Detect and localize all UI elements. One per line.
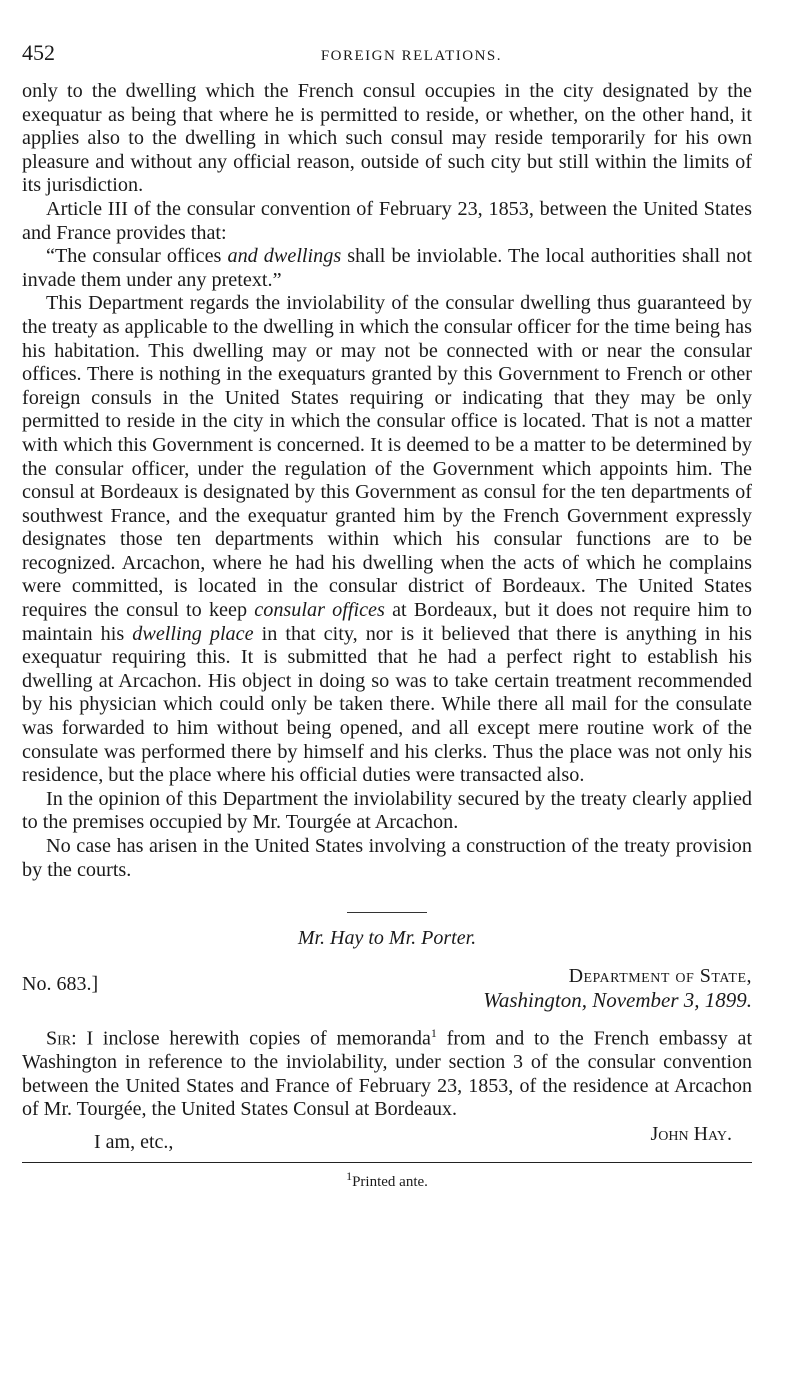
department-name: Department of State, <box>568 965 752 988</box>
paragraph-continuation: only to the dwelling which the French consul occupies in the city designated by the exequatur as being that where he is permitted to reside, or whether, on the other hand, it applies also to the dwelling in which such consul may reside temporarily for his own pleasure and without any official reason, outside of such city but still within the limits of its jurisdiction. <box>22 80 752 197</box>
paragraph-text: This Department regards the inviolability of the consular dwelling thus guaranteed by the treaty as applicable to the dwelling in which the consular officer for the time being has his habitation. This dwelling may or may not be connected with or near the consular offices. There is nothing in the exequaturs granted by this Government to French or other foreign consuls in the United States requiring or indicating that they may be only permitted to reside in the city in which the consular office is located. That is not a matter with which this Government is concerned. It is deemed to be a matter to be determined by the consular officer, under the regulation of the Government which appoints him. The consul at Bordeaux is designated by this Government as consul for the ten departments of southwest France, and the exequatur granted him by the French Government expressly designates those ten departments within which his consular functions are to be recognized. Arcachon, where he had his dwelling when the acts of which he complains were committed, is located in the consular district of Bordeaux. The United States requires the consul to keep <box>22 292 752 622</box>
letter-origin <box>483 964 752 1012</box>
letter-number: No. 683.] <box>22 973 99 996</box>
paragraph-text: in that city, nor is it believed that there is anything in his exequatur requiring this. It is submitted that he had a perfect right to establish his dwelling at Arcachon. His object in doing so was to take certain treatment recommended by his physician which could only be taken there. While there all mail for the consulate was forwarded to him without being opened, and all except mere routine work of the consulate was performed there by himself and his clerks. Thus the place was not only his residence, but the place where his official duties were transacted also. <box>22 622 753 787</box>
emphasis-text: consular offices <box>254 599 385 622</box>
emphasis-text: dwelling place <box>132 622 254 645</box>
letter-text: from and to the French embassy at Washington in reference to the inviolability, under section 3 of the consular convention between the United States and France of February 23, 1853, of the residence at Arcachon of Mr. Tourgée, the United States Consul at Bordeaux. <box>22 1027 752 1121</box>
quote-text: “The consular offices <box>46 245 228 268</box>
running-head: FOREIGN RELATIONS. <box>320 48 502 64</box>
letter-heading: Mr. Hay to Mr. Porter. <box>297 927 477 950</box>
letter-text: I inclose herewith copies of memoranda <box>76 1027 431 1050</box>
document-page <box>22 40 752 1191</box>
page-number: 452 <box>22 40 55 65</box>
letter-body <box>22 1022 752 1121</box>
quote-text: shall be inviolable. The local authorities shall not invade them under any pretext.” <box>22 245 753 291</box>
footnote <box>22 1169 752 1191</box>
letter-closing <box>22 1123 752 1154</box>
salutation: Sir: <box>46 1027 77 1050</box>
letter-paragraph <box>22 1022 752 1121</box>
paragraph-opinion: In the opinion of this Department the inviolability secured by the treaty clearly applied to the premises occupied by Mr. Tourgée at Arcachon. <box>22 787 752 834</box>
signature: John Hay. <box>650 1123 732 1146</box>
paragraph-department-view <box>22 292 752 787</box>
complimentary-close: I am, etc., <box>94 1131 174 1154</box>
footnote-text: Printed ante. <box>352 1174 428 1191</box>
paragraph-article-iii: Article III of the consular convention of February 23, 1853, between the United States and France provides that: <box>22 197 752 244</box>
footnote-reference: 1 <box>430 1026 437 1041</box>
treaty-quote <box>22 245 752 292</box>
paragraph-no-case: No case has arisen in the United States involving a construction of the treaty provision by the courts. <box>22 835 752 881</box>
paragraph-text: at Bordeaux, but it does not require him to maintain his <box>22 599 752 645</box>
letter-dateline <box>22 964 752 1012</box>
section-divider <box>347 912 427 913</box>
footnote-rule <box>22 1162 752 1163</box>
quote-emphasis: and dwellings <box>227 245 342 268</box>
place-date: Washington, November 3, 1899. <box>483 988 752 1013</box>
page-header <box>22 40 752 80</box>
body-text <box>22 80 752 882</box>
footnote-mark: 1 <box>346 1169 353 1184</box>
